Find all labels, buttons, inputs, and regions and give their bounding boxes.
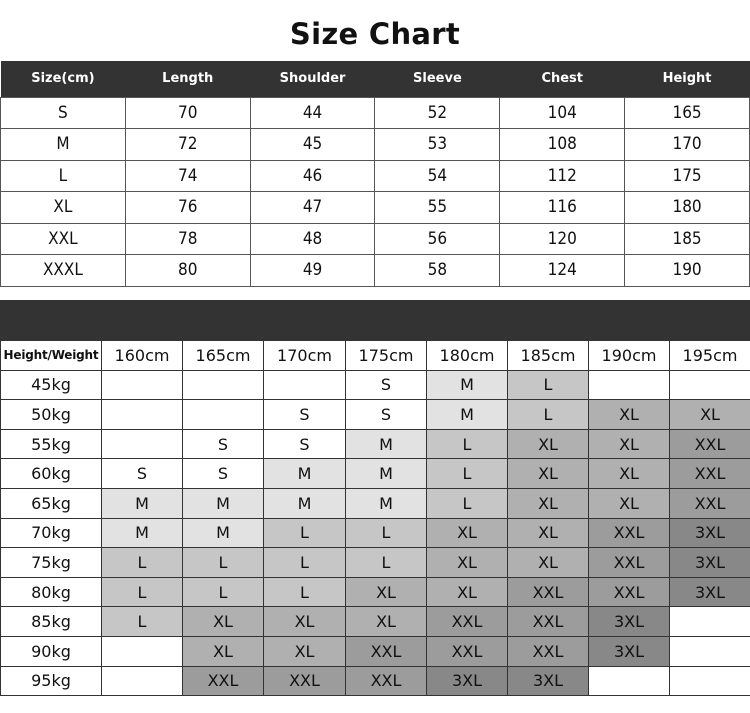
size-table-cell: 170 xyxy=(625,129,750,161)
fit-table-size-cell: XXL xyxy=(508,636,589,666)
fit-table-size-cell: L xyxy=(264,577,346,607)
size-table-cell: 104 xyxy=(500,97,625,129)
fit-table-size-cell: M xyxy=(346,488,427,518)
fit-table-size-cell: M xyxy=(427,370,508,400)
size-table-cell: 72 xyxy=(125,129,250,161)
size-table-row xyxy=(1,255,750,287)
size-table-cell: XXXL xyxy=(1,255,126,287)
fit-table-row xyxy=(1,607,750,637)
size-table-cell: 74 xyxy=(125,160,250,192)
fit-table-size-cell: M xyxy=(264,459,346,489)
fit-table-size-cell: XL xyxy=(346,607,427,637)
fit-table-size-cell: L xyxy=(346,548,427,578)
size-table-cell: 46 xyxy=(250,160,375,192)
size-table-cell: XXL xyxy=(1,223,126,255)
fit-table-size-cell: M xyxy=(346,459,427,489)
fit-table-size-cell: 3XL xyxy=(670,577,750,607)
fit-table-size-cell: XL xyxy=(183,636,264,666)
fit-table-size-cell: XL xyxy=(589,488,670,518)
size-table-header: Chest xyxy=(500,61,625,97)
fit-table-weight-label: 50kg xyxy=(1,400,102,430)
fit-table-size-cell: XL xyxy=(346,577,427,607)
fit-table-size-cell: 3XL xyxy=(508,666,589,696)
fit-table-size-cell: XXL xyxy=(589,548,670,578)
fit-table-size-cell: M xyxy=(102,518,183,548)
size-table-cell: XL xyxy=(1,192,126,224)
size-table-cell: 165 xyxy=(625,97,750,129)
size-table-header: Height xyxy=(625,61,750,97)
fit-table-size-cell: M xyxy=(183,488,264,518)
size-table-header: Shoulder xyxy=(250,61,375,97)
fit-table-height-header: 185cm xyxy=(508,341,589,371)
size-table-cell: L xyxy=(1,160,126,192)
fit-table-row xyxy=(1,548,750,578)
fit-table-weight-label: 75kg xyxy=(1,548,102,578)
fit-table-height-header: 160cm xyxy=(102,341,183,371)
fit-table-row xyxy=(1,400,750,430)
fit-table-size-cell xyxy=(102,429,183,459)
fit-table-size-cell xyxy=(589,370,670,400)
fit-table-size-cell: XL xyxy=(589,459,670,489)
fit-table-size-cell: XL xyxy=(427,577,508,607)
fit-table-size-cell: S xyxy=(102,459,183,489)
fit-table-size-cell: M xyxy=(183,518,264,548)
fit-table-size-cell xyxy=(102,666,183,696)
fit-table-size-cell: XXL xyxy=(183,666,264,696)
fit-table-weight-label: 70kg xyxy=(1,518,102,548)
height-weight-fit-table xyxy=(0,340,750,696)
fit-table-size-cell: XXL xyxy=(508,577,589,607)
fit-table-height-header: 165cm xyxy=(183,341,264,371)
fit-table-size-cell xyxy=(670,636,750,666)
fit-table-weight-label: 65kg xyxy=(1,488,102,518)
fit-table-weight-label: 60kg xyxy=(1,459,102,489)
fit-table-size-cell: L xyxy=(427,459,508,489)
size-table-row xyxy=(1,223,750,255)
fit-table-corner-label: Height/Weight xyxy=(1,341,102,371)
fit-table-size-cell: XXL xyxy=(589,518,670,548)
fit-table-size-cell xyxy=(670,607,750,637)
fit-table-size-cell: XL xyxy=(508,548,589,578)
fit-table-size-cell: L xyxy=(508,400,589,430)
size-table-cell: 58 xyxy=(375,255,500,287)
fit-table-size-cell: L xyxy=(264,548,346,578)
fit-table-size-cell: 3XL xyxy=(589,607,670,637)
fit-table-size-cell: XXL xyxy=(427,607,508,637)
fit-table-size-cell: L xyxy=(346,518,427,548)
size-table-cell: 108 xyxy=(500,129,625,161)
size-table-cell: 47 xyxy=(250,192,375,224)
fit-table-size-cell: XXL xyxy=(589,577,670,607)
fit-table-size-cell: XL xyxy=(589,400,670,430)
fit-table-size-cell: XL xyxy=(508,429,589,459)
fit-table-size-cell: XL xyxy=(264,636,346,666)
fit-table-size-cell: L xyxy=(183,577,264,607)
size-table-cell: S xyxy=(1,97,126,129)
fit-table-weight-label: 55kg xyxy=(1,429,102,459)
fit-table-weight-label: 90kg xyxy=(1,636,102,666)
size-table-cell: 175 xyxy=(625,160,750,192)
size-table-cell: 54 xyxy=(375,160,500,192)
size-table-cell: 120 xyxy=(500,223,625,255)
size-table-cell: 45 xyxy=(250,129,375,161)
fit-table-size-cell: 3XL xyxy=(670,518,750,548)
fit-table-size-cell xyxy=(102,400,183,430)
fit-table-row xyxy=(1,488,750,518)
fit-table-size-cell: S xyxy=(183,429,264,459)
fit-table-weight-label: 45kg xyxy=(1,370,102,400)
fit-table-size-cell: S xyxy=(183,459,264,489)
size-table-cell: 78 xyxy=(125,223,250,255)
fit-table-size-cell: L xyxy=(508,370,589,400)
size-table-cell: 116 xyxy=(500,192,625,224)
fit-table-size-cell: S xyxy=(346,400,427,430)
fit-table-size-cell xyxy=(264,370,346,400)
fit-table-size-cell: XL xyxy=(427,548,508,578)
fit-table-size-cell: 3XL xyxy=(427,666,508,696)
size-table-cell: 190 xyxy=(625,255,750,287)
fit-table-size-cell: XXL xyxy=(427,636,508,666)
fit-table-size-cell: XL xyxy=(508,459,589,489)
section-divider-band xyxy=(0,300,750,340)
fit-table-size-cell: XL xyxy=(427,518,508,548)
size-table-cell: 180 xyxy=(625,192,750,224)
fit-table-height-header: 190cm xyxy=(589,341,670,371)
fit-table-header-row xyxy=(1,341,750,371)
fit-table-size-cell: L xyxy=(102,548,183,578)
fit-table-height-header: 170cm xyxy=(264,341,346,371)
size-table-cell: 49 xyxy=(250,255,375,287)
fit-table-row xyxy=(1,459,750,489)
size-table-row xyxy=(1,192,750,224)
size-table-cell: 56 xyxy=(375,223,500,255)
fit-table-row xyxy=(1,370,750,400)
fit-table-size-cell: XL xyxy=(670,400,750,430)
fit-table-weight-label: 80kg xyxy=(1,577,102,607)
fit-table-size-cell: XL xyxy=(589,429,670,459)
fit-table-size-cell: XXL xyxy=(508,607,589,637)
fit-table-size-cell: L xyxy=(264,518,346,548)
fit-table-size-cell: XXL xyxy=(346,666,427,696)
fit-table-size-cell: XXL xyxy=(346,636,427,666)
fit-table-size-cell: L xyxy=(427,488,508,518)
fit-table-size-cell xyxy=(183,400,264,430)
size-table-row xyxy=(1,129,750,161)
size-table-cell: 124 xyxy=(500,255,625,287)
fit-table-row xyxy=(1,577,750,607)
size-table-header: Sleeve xyxy=(375,61,500,97)
fit-table-size-cell: M xyxy=(264,488,346,518)
fit-table-size-cell: XXL xyxy=(670,459,750,489)
page-title: Size Chart xyxy=(289,17,461,51)
fit-table-size-cell: L xyxy=(102,607,183,637)
fit-table-size-cell: XXL xyxy=(264,666,346,696)
fit-table-size-cell: L xyxy=(102,577,183,607)
fit-table-size-cell xyxy=(102,636,183,666)
fit-table-size-cell: 3XL xyxy=(670,548,750,578)
fit-table-row xyxy=(1,666,750,696)
fit-table-size-cell xyxy=(102,370,183,400)
size-table-cell: 52 xyxy=(375,97,500,129)
fit-table-size-cell xyxy=(670,666,750,696)
size-table-cell: 70 xyxy=(125,97,250,129)
size-table-header-row xyxy=(1,61,750,97)
fit-table-weight-label: 95kg xyxy=(1,666,102,696)
fit-table-size-cell: L xyxy=(183,548,264,578)
fit-table-size-cell: M xyxy=(102,488,183,518)
fit-table-size-cell: L xyxy=(427,429,508,459)
size-table-row xyxy=(1,97,750,129)
fit-table-size-cell xyxy=(589,666,670,696)
size-table-cell: 80 xyxy=(125,255,250,287)
size-table-cell: 53 xyxy=(375,129,500,161)
size-table-header: Length xyxy=(125,61,250,97)
size-table-row xyxy=(1,160,750,192)
fit-table-row xyxy=(1,429,750,459)
fit-table-size-cell: XXL xyxy=(670,429,750,459)
size-table-cell: 185 xyxy=(625,223,750,255)
fit-table-height-header: 180cm xyxy=(427,341,508,371)
size-table-cell: 44 xyxy=(250,97,375,129)
fit-table-size-cell: XXL xyxy=(670,488,750,518)
size-table-cell: 76 xyxy=(125,192,250,224)
fit-table-size-cell xyxy=(670,370,750,400)
fit-table-size-cell: S xyxy=(264,400,346,430)
fit-table-size-cell: S xyxy=(264,429,346,459)
fit-table-size-cell: XL xyxy=(264,607,346,637)
size-measurement-table xyxy=(0,61,750,287)
fit-table-size-cell: 3XL xyxy=(589,636,670,666)
fit-table-size-cell: XL xyxy=(508,518,589,548)
fit-table-size-cell: M xyxy=(427,400,508,430)
size-table-cell: 112 xyxy=(500,160,625,192)
fit-table-size-cell: XL xyxy=(183,607,264,637)
fit-table-height-header: 195cm xyxy=(670,341,750,371)
fit-table-weight-label: 85kg xyxy=(1,607,102,637)
fit-table-size-cell: M xyxy=(346,429,427,459)
fit-table-height-header: 175cm xyxy=(346,341,427,371)
fit-table-size-cell: S xyxy=(346,370,427,400)
fit-table-row xyxy=(1,636,750,666)
fit-table-row xyxy=(1,518,750,548)
fit-table-size-cell xyxy=(183,370,264,400)
size-table-cell: 55 xyxy=(375,192,500,224)
size-table-cell: 48 xyxy=(250,223,375,255)
size-table-header: Size(cm) xyxy=(1,61,126,97)
size-table-cell: M xyxy=(1,129,126,161)
fit-table-size-cell: XL xyxy=(508,488,589,518)
